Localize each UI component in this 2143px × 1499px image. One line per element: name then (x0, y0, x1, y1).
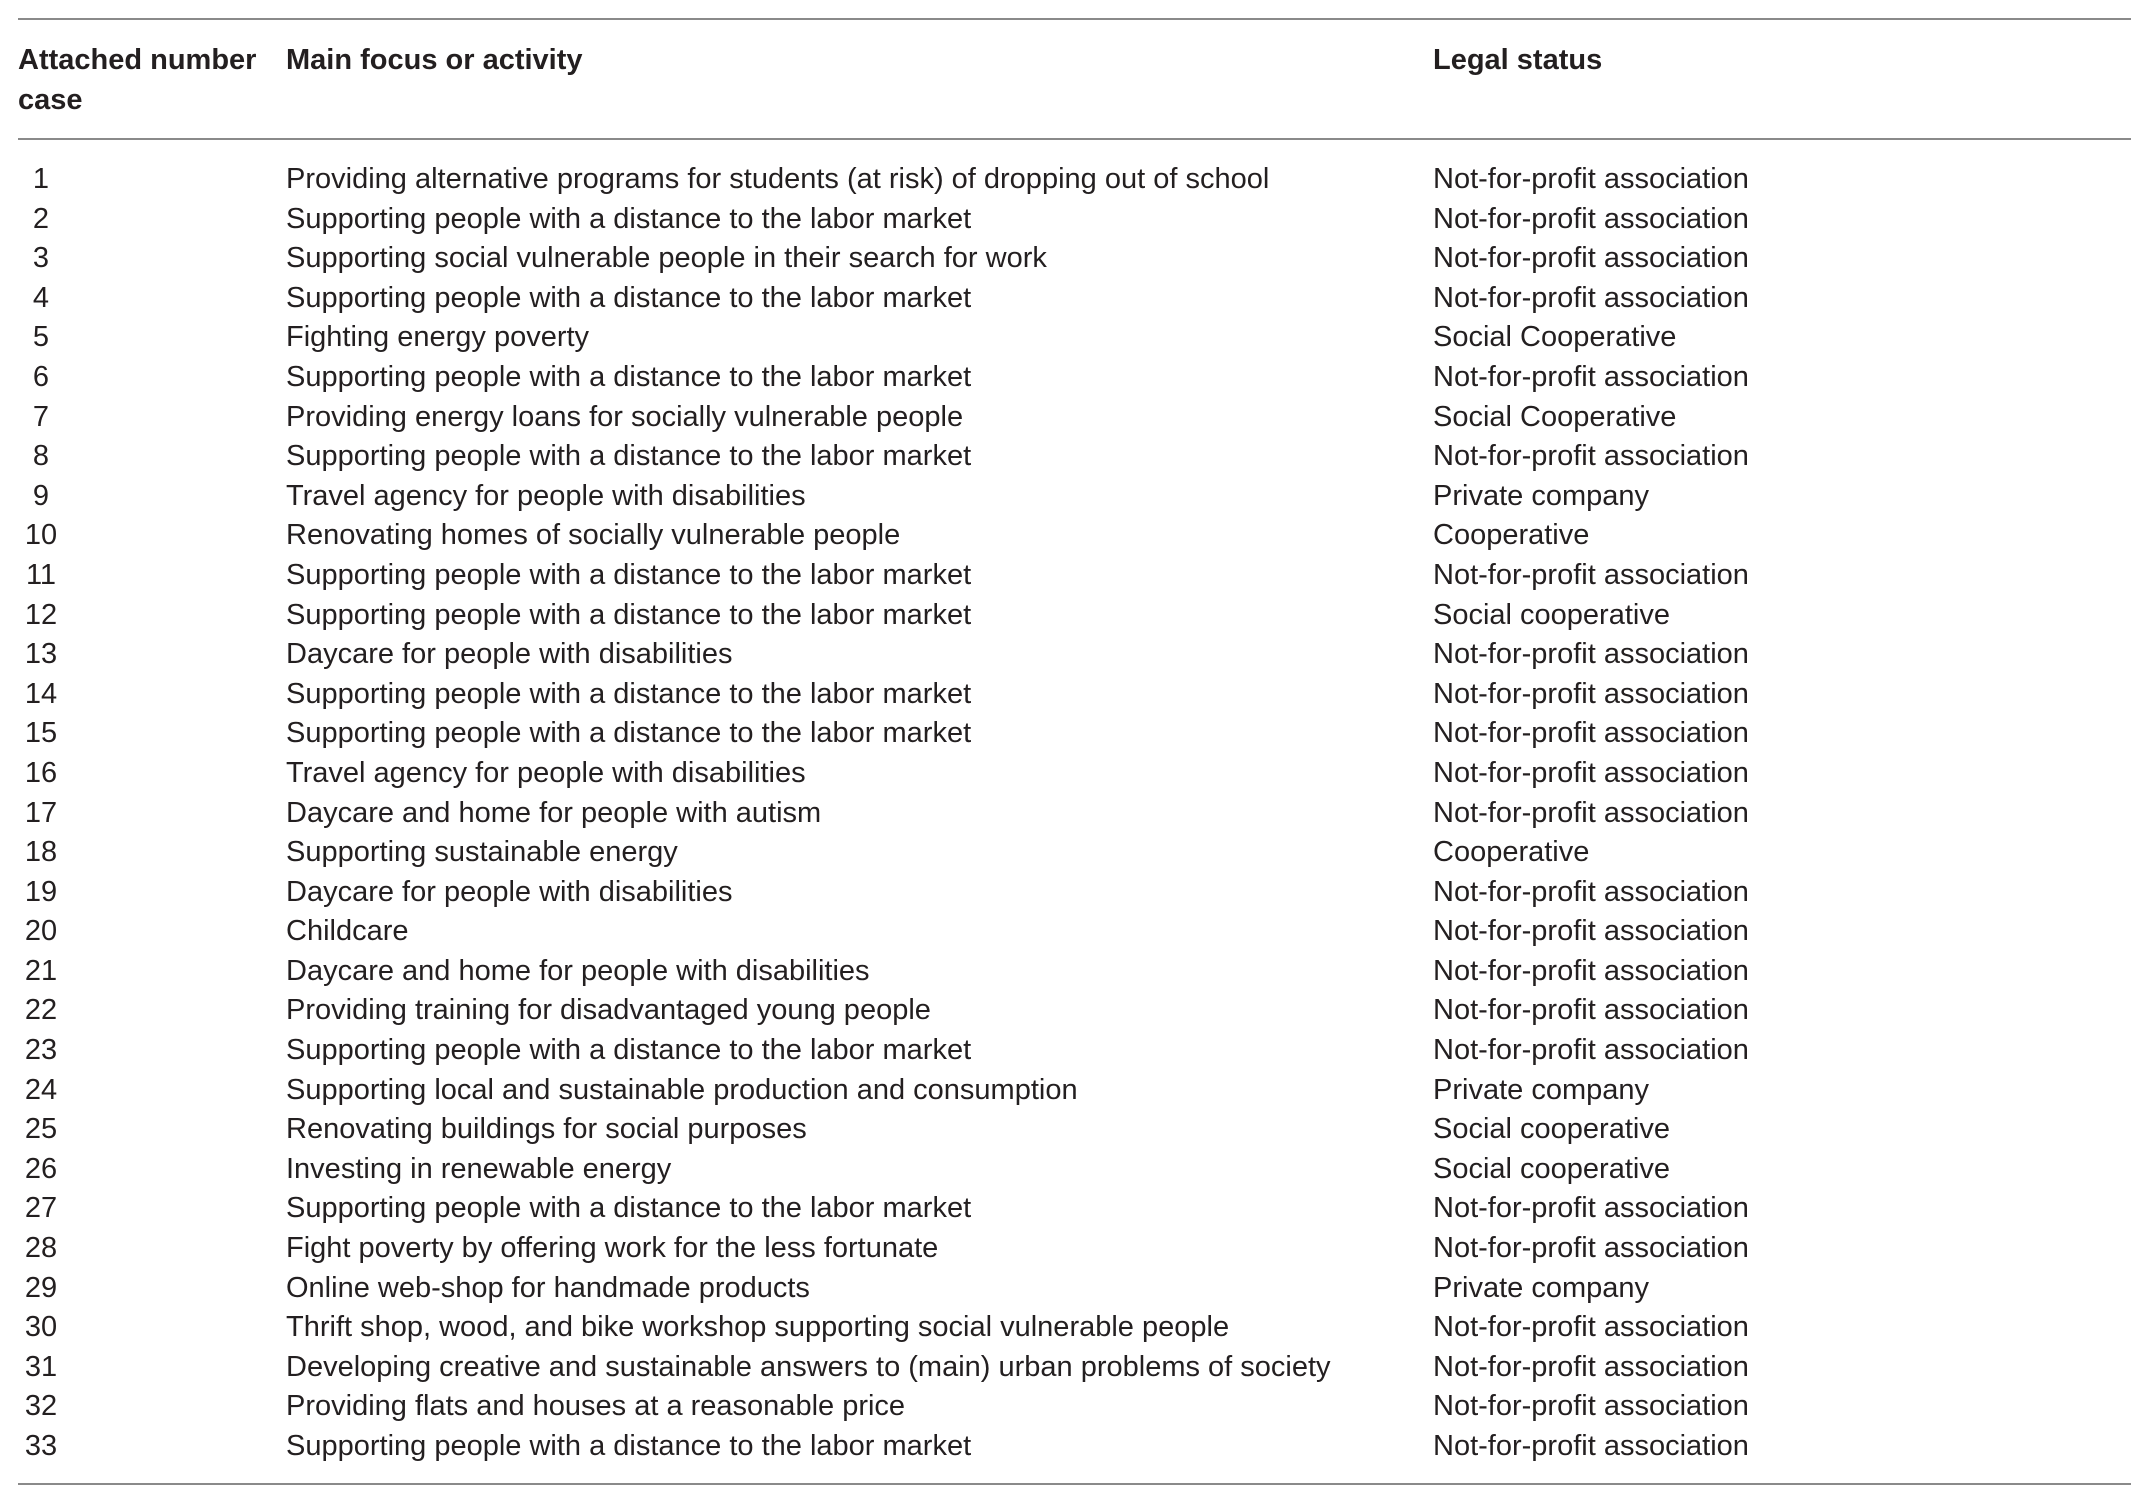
table-row (18, 239, 2131, 279)
cell-case-number (18, 714, 286, 754)
cell-main-focus: Fighting energy poverty (286, 321, 590, 354)
cell-main-focus: Travel agency for people with disabilities (286, 479, 806, 512)
cell-main-focus: Supporting people with a distance to the labor market (286, 360, 972, 393)
cell-case-number (18, 1150, 286, 1190)
cell-main-focus: Online web-shop for handmade products (286, 1271, 810, 1304)
cell-legal-status: Not-for-profit association (1433, 440, 1749, 473)
table-row (18, 873, 2131, 913)
cell-case-number (18, 1348, 286, 1388)
table-row (18, 635, 2131, 675)
cell-legal-status: Not-for-profit association (1433, 677, 1749, 710)
cell-main-focus: Supporting people with a distance to the labor market (286, 1034, 972, 1067)
cell-main-focus: Supporting people with a distance to the labor market (286, 281, 972, 314)
table-row (18, 1031, 2131, 1071)
cell-legal-status: Not-for-profit association (1433, 1311, 1749, 1344)
header-legal-status: Legal status (1433, 44, 1603, 76)
cell-legal-status: Not-for-profit association (1433, 796, 1749, 829)
case-number: 15 (24, 717, 58, 750)
cell-legal-status: Not-for-profit association (1433, 1390, 1749, 1423)
cell-case-number (18, 358, 286, 398)
case-number: 6 (32, 360, 50, 393)
cell-case-number (18, 675, 286, 715)
cell-legal-status: Not-for-profit association (1433, 638, 1749, 671)
cell-legal-status: Social cooperative (1433, 1152, 1670, 1185)
cell-case-number (18, 398, 286, 438)
cell-case-number (18, 873, 286, 913)
case-number: 25 (24, 1113, 58, 1146)
cell-case-number (18, 1427, 286, 1467)
cell-legal-status: Not-for-profit association (1433, 281, 1749, 314)
table-row (18, 1229, 2131, 1269)
case-number: 22 (24, 994, 58, 1027)
cell-case-number (18, 279, 286, 319)
case-number: 18 (24, 836, 58, 869)
cell-case-number (18, 239, 286, 279)
cell-main-focus: Supporting people with a distance to the labor market (286, 440, 972, 473)
cell-case-number (18, 794, 286, 834)
table-row (18, 833, 2131, 873)
cell-legal-status: Not-for-profit association (1433, 163, 1749, 195)
cell-legal-status: Not-for-profit association (1433, 756, 1749, 789)
case-number: 10 (24, 519, 58, 552)
cell-legal-status: Social cooperative (1433, 598, 1670, 631)
cell-legal-status: Social Cooperative (1433, 321, 1677, 354)
cell-main-focus: Supporting people with a distance to the labor market (286, 558, 972, 591)
cell-case-number (18, 318, 286, 358)
header-case-number: Attached number case (18, 44, 257, 116)
case-number: 11 (25, 558, 57, 591)
case-number: 13 (24, 638, 58, 671)
case-number: 21 (24, 954, 58, 987)
cell-main-focus: Providing alternative programs for students (at risk) of dropping out of school (286, 163, 1270, 195)
cell-case-number (18, 1308, 286, 1348)
table-row (18, 279, 2131, 319)
table-row (18, 714, 2131, 754)
cell-legal-status: Cooperative (1433, 836, 1590, 869)
cell-main-focus: Supporting people with a distance to the labor market (286, 598, 972, 631)
cell-main-focus: Supporting people with a distance to the labor market (286, 1430, 972, 1462)
cell-case-number (18, 556, 286, 596)
table-row (18, 675, 2131, 715)
cell-legal-status: Social Cooperative (1433, 400, 1677, 433)
table-row (18, 358, 2131, 398)
case-number: 24 (24, 1073, 58, 1106)
cell-legal-status: Not-for-profit association (1433, 994, 1749, 1027)
cell-legal-status: Not-for-profit association (1433, 1034, 1749, 1067)
table-row (18, 952, 2131, 992)
cell-legal-status: Not-for-profit association (1433, 954, 1749, 987)
case-number: 33 (24, 1430, 58, 1462)
cell-case-number (18, 754, 286, 794)
cell-legal-status: Not-for-profit association (1433, 360, 1749, 393)
cell-legal-status: Private company (1433, 1271, 1649, 1304)
cell-case-number (18, 635, 286, 675)
table-row (18, 437, 2131, 477)
cell-case-number (18, 1110, 286, 1150)
case-number: 31 (24, 1350, 58, 1383)
table-row (18, 794, 2131, 834)
cell-legal-status: Cooperative (1433, 519, 1590, 552)
table-header (18, 20, 2131, 138)
case-number: 4 (32, 281, 50, 314)
table-row (18, 912, 2131, 952)
cell-case-number (18, 991, 286, 1031)
case-number: 12 (24, 598, 58, 631)
cell-main-focus: Supporting people with a distance to the labor market (286, 1192, 972, 1225)
table-row (18, 200, 2131, 240)
cell-case-number (18, 1387, 286, 1427)
case-number: 5 (32, 321, 50, 354)
cell-main-focus: Daycare and home for people with disabilities (286, 954, 870, 987)
table-body (18, 140, 2131, 1483)
case-number: 14 (24, 677, 58, 710)
case-number: 1 (32, 163, 50, 195)
cell-main-focus: Thrift shop, wood, and bike workshop supporting social vulnerable people (286, 1311, 1230, 1344)
table-row (18, 1110, 2131, 1150)
cell-case-number (18, 596, 286, 636)
table-row (18, 516, 2131, 556)
cell-case-number (18, 833, 286, 873)
cell-case-number (18, 437, 286, 477)
table-row (18, 160, 2131, 200)
case-number: 23 (24, 1034, 58, 1067)
cell-case-number (18, 952, 286, 992)
case-number: 32 (24, 1390, 58, 1423)
cell-main-focus: Renovating buildings for social purposes (286, 1113, 807, 1146)
cell-legal-status: Private company (1433, 1073, 1649, 1106)
case-number: 2 (32, 202, 50, 235)
table-row (18, 1348, 2131, 1388)
cell-main-focus: Fight poverty by offering work for the less fortunate (286, 1232, 939, 1265)
case-number: 29 (24, 1271, 58, 1304)
cell-main-focus: Daycare for people with disabilities (286, 638, 733, 671)
case-number: 19 (24, 875, 58, 908)
cell-main-focus: Investing in renewable energy (286, 1152, 672, 1185)
cell-main-focus: Daycare and home for people with autism (286, 796, 822, 829)
cell-legal-status: Not-for-profit association (1433, 1232, 1749, 1265)
case-number: 8 (32, 440, 50, 473)
cell-case-number (18, 1229, 286, 1269)
cell-main-focus: Supporting people with a distance to the labor market (286, 717, 972, 750)
cell-main-focus: Supporting people with a distance to the labor market (286, 202, 972, 235)
cell-legal-status: Not-for-profit association (1433, 1430, 1749, 1462)
cell-main-focus: Developing creative and sustainable answers to (main) urban problems of society (286, 1350, 1331, 1383)
table-row (18, 1269, 2131, 1309)
table-row (18, 318, 2131, 358)
cell-case-number (18, 160, 286, 200)
cell-legal-status: Private company (1433, 479, 1649, 512)
cell-legal-status: Not-for-profit association (1433, 242, 1749, 275)
table-bottom-rule (18, 1483, 2131, 1485)
cell-case-number (18, 516, 286, 556)
case-number: 30 (24, 1311, 58, 1344)
cell-main-focus: Renovating homes of socially vulnerable people (286, 519, 901, 552)
cell-legal-status: Not-for-profit association (1433, 1192, 1749, 1225)
cell-main-focus: Supporting local and sustainable production and consumption (286, 1073, 1078, 1106)
cell-main-focus: Supporting people with a distance to the labor market (286, 677, 972, 710)
cell-legal-status: Not-for-profit association (1433, 717, 1749, 750)
cell-main-focus: Supporting sustainable energy (286, 836, 678, 869)
table-row (18, 1150, 2131, 1190)
case-number: 16 (24, 756, 58, 789)
cell-main-focus: Providing flats and houses at a reasonable price (286, 1390, 906, 1423)
cell-case-number (18, 912, 286, 952)
case-number: 27 (24, 1192, 58, 1225)
table-row (18, 596, 2131, 636)
table-row (18, 398, 2131, 438)
cell-case-number (18, 1269, 286, 1309)
cell-main-focus: Providing training for disadvantaged young people (286, 994, 931, 1027)
table-row (18, 991, 2131, 1031)
cell-case-number (18, 477, 286, 517)
cell-legal-status: Not-for-profit association (1433, 202, 1749, 235)
cell-main-focus: Travel agency for people with disabilities (286, 756, 806, 789)
cell-legal-status: Not-for-profit association (1433, 875, 1749, 908)
table-row (18, 1427, 2131, 1467)
cell-case-number (18, 1071, 286, 1111)
table-row (18, 556, 2131, 596)
case-number: 26 (24, 1152, 58, 1185)
case-number: 9 (32, 479, 50, 512)
cell-main-focus: Providing energy loans for socially vulnerable people (286, 400, 964, 433)
table-row (18, 1308, 2131, 1348)
table-row (18, 477, 2131, 517)
cell-case-number (18, 200, 286, 240)
cell-legal-status: Social cooperative (1433, 1113, 1670, 1146)
cell-legal-status: Not-for-profit association (1433, 1350, 1749, 1383)
cell-main-focus: Supporting social vulnerable people in their search for work (286, 242, 1047, 275)
cell-case-number (18, 1189, 286, 1229)
cell-main-focus: Childcare (286, 915, 409, 948)
cell-main-focus: Daycare for people with disabilities (286, 875, 733, 908)
table-row (18, 1071, 2131, 1111)
header-main-focus: Main focus or activity (286, 44, 583, 76)
cases-table (18, 18, 2131, 1485)
table-row (18, 1387, 2131, 1427)
case-number: 20 (24, 915, 58, 948)
cell-case-number (18, 1031, 286, 1071)
cell-legal-status: Not-for-profit association (1433, 558, 1749, 591)
case-number: 7 (32, 400, 50, 433)
case-number: 28 (24, 1232, 58, 1265)
case-number: 3 (32, 242, 50, 275)
cell-legal-status: Not-for-profit association (1433, 915, 1749, 948)
case-number: 17 (24, 796, 58, 829)
table-row (18, 754, 2131, 794)
table-row (18, 1189, 2131, 1229)
